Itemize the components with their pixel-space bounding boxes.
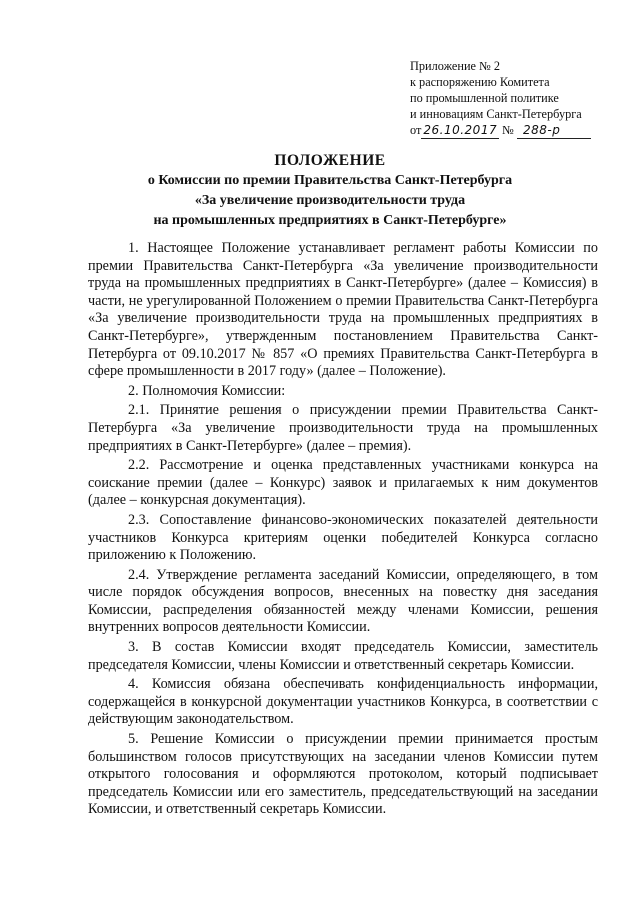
paragraph-2: 2. Полномочия Комиссии: [128, 382, 286, 399]
paragraph-5: 5. Решение Комиссии о присуждении премии принимается простым большинством голосов присутствующих на заседании членов Комиссии путем открытого голосования и оформляются протоколом, который подписывает председатель Комиссии или его заместитель, председательствующий на заседании Комиссии, и ответственный секретарь Комиссии. [88, 731, 598, 818]
from-label: от [410, 123, 422, 137]
appendix-committee-line-2: и инновациям Санкт-Петербурга [410, 107, 582, 121]
appendix-number: Приложение № 2 [410, 59, 501, 73]
paragraph-3: 3. В состав Комиссии входят председатель Комиссии, заместитель председателя Комиссии, члены Комиссии и ответственный секретарь Комиссии. [88, 639, 598, 673]
paragraph-2-3: 2.3. Сопоставление финансово-экономических показателей деятельности участников Конкурса критериям оценки победителей Конкурса согласно приложению к Положению. [88, 511, 598, 564]
handwritten-date: 26.10.2017 [423, 123, 498, 137]
appendix-reference-line: к распоряжению Комитета [410, 75, 550, 89]
title-main: ПОЛОЖЕНИЕ [274, 152, 386, 169]
paragraph-1: 1. Настоящее Положение устанавливает регламент работы Комиссии по премии Правительства Санкт-Петербурга «За увеличение производительности труда на промышленных предприятиях в Санкт-Петербурге» (далее – Комиссия) в части, не урегулированной Положением о премии Правительства Санкт-Петербурга «За увеличение производительности труда на промышленных предприятиях в Санкт-Петербурге», утвержденным постановлением Правительства Санкт-Петербурга от 09.10.2017 № 857 «О премиях Правительства Санкт-Петербурга в сфере промышленности в 2017 году» (далее – Положение). [88, 240, 598, 380]
appendix-date-number-line [410, 122, 610, 139]
paragraph-4: 4. Комиссия обязана обеспечивать конфиденциальность информации, содержащейся в конкурсной документации участников Конкурса, в соответствии с действующим законодательством. [88, 676, 598, 728]
title-line-2: «За увеличение производительности труда [194, 193, 466, 208]
paragraph-2-1: 2.1. Принятие решения о присуждении премии Правительства Санкт-Петербурга «За увеличение производительности труда на промышленных предприятиях в Санкт-Петербурге» (далее – премия). [88, 402, 598, 454]
document-title [60, 151, 600, 231]
handwritten-number: 288-р [517, 122, 591, 139]
number-label: № [502, 123, 514, 137]
appendix-header [410, 58, 610, 139]
paragraph-2-4: 2.4. Утверждение регламента заседаний Комиссии, определяющего, в том числе порядок обсуждения вопросов, внесенных на повестку дня заседания Комиссии, распределения обязанностей между членами Комиссии, решения внутренних вопросов деятельности Комиссии. [88, 566, 598, 636]
title-line-3: на промышленных предприятиях в Санкт-Петербурге» [153, 213, 507, 228]
document-body [88, 240, 598, 819]
paragraph-2-2: 2.2. Рассмотрение и оценка представленных участниками конкурса на соискание премии (далее – Конкурс) заявок и прилагаемых к ним документов (далее – конкурсная документация). [88, 457, 598, 509]
title-line-1: о Комиссии по премии Правительства Санкт-Петербурга [147, 173, 513, 188]
appendix-committee-line: по промышленной политике [410, 91, 559, 105]
